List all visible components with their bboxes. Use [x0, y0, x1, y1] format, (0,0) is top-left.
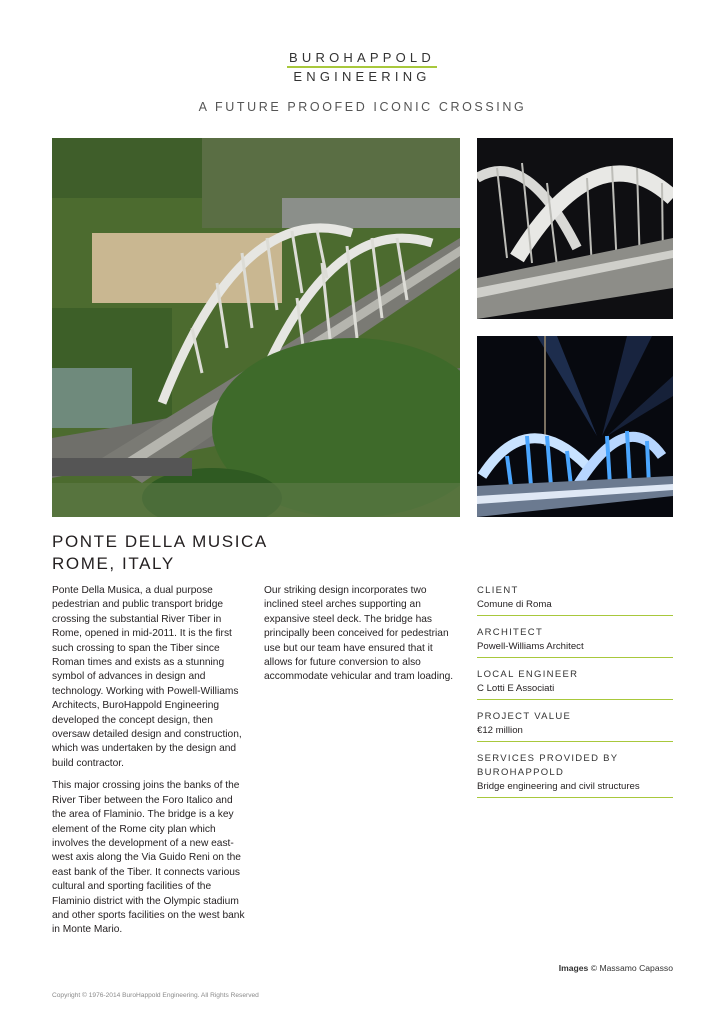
bridge-night-photo: [477, 336, 673, 517]
fact-value: Powell-Williams Architect: [477, 641, 584, 652]
fact-label: SERVICES PROVIDED BY BUROHAPPOLD: [477, 753, 619, 778]
image-credit-label: Images: [558, 963, 589, 973]
logo-rule: [287, 66, 437, 68]
body-column-2: [264, 584, 460, 693]
project-title: [52, 531, 268, 575]
fact-value: €12 million: [477, 725, 523, 736]
fact-local-engineer: [477, 668, 673, 700]
fact-architect: [477, 626, 673, 658]
fact-label: CLIENT: [477, 585, 519, 596]
fact-project-value: [477, 710, 673, 742]
bridge-aerial-photo: [52, 138, 460, 517]
fact-label: LOCAL ENGINEER: [477, 669, 579, 680]
fact-value: C Lotti E Associati: [477, 683, 555, 694]
fact-label: PROJECT VALUE: [477, 711, 572, 722]
fact-value: Comune di Roma: [477, 599, 552, 610]
body-paragraph: This major crossing joins the banks of the River Tiber between the Foro Italico and the area of Flaminio. The bridge is a key element of the Rome city plan which involves the development of a new east-west axis along the Via Guido Reni on the east bank of the Tiber. It connects various cultural and sporting facilities of the Flaminio district with the Olympic stadium and other sports facilities on the west bank in Monte Mario.: [52, 780, 245, 936]
fact-value: Bridge engineering and civil structures: [477, 781, 640, 792]
fact-label: ARCHITECT: [477, 627, 544, 638]
body-paragraph: Ponte Della Musica, a dual purpose pedestrian and public transport bridge crossing the substantial River Tiber in Rome, opened in mid-2011. It is the first such crossing to span the Tiber since Roman times and exists as a stunning symbol of advances in design and technology. Working with Powell-Williams Architects, BuroHappold Engineering developed the concept design, then oversaw detailed design and construction, which was undertaken by the design and build contractor.: [52, 585, 242, 769]
body-paragraph: Our striking design incorporates two inclined steel arches supporting an expansive steel deck. The bridge has principally been conceived for pedestrian use but our team have ensured that it allows for future conversion to also accommodate vehicular and tram loading.: [264, 585, 454, 683]
project-title-line-2: ROME, ITALY: [52, 554, 175, 573]
image-credit: [559, 963, 673, 973]
fact-services: [477, 752, 673, 798]
arches-closeup-photo: [477, 138, 673, 319]
company-logo: [287, 50, 437, 84]
logo-line-1: BUROHAPPOLD: [289, 50, 435, 65]
tagline: A FUTURE PROOFED ICONIC CROSSING: [198, 100, 527, 114]
fact-client: [477, 584, 673, 616]
logo-line-2: ENGINEERING: [293, 69, 431, 84]
project-title-line-1: PONTE DELLA MUSICA: [52, 532, 268, 551]
body-column-1: [52, 584, 248, 946]
image-credit-text: © Massamo Capasso: [590, 963, 673, 973]
project-facts: [477, 584, 673, 808]
copyright: Copyright © 1976-2014 BuroHappold Engineering. All Rights Reserved: [52, 992, 259, 999]
